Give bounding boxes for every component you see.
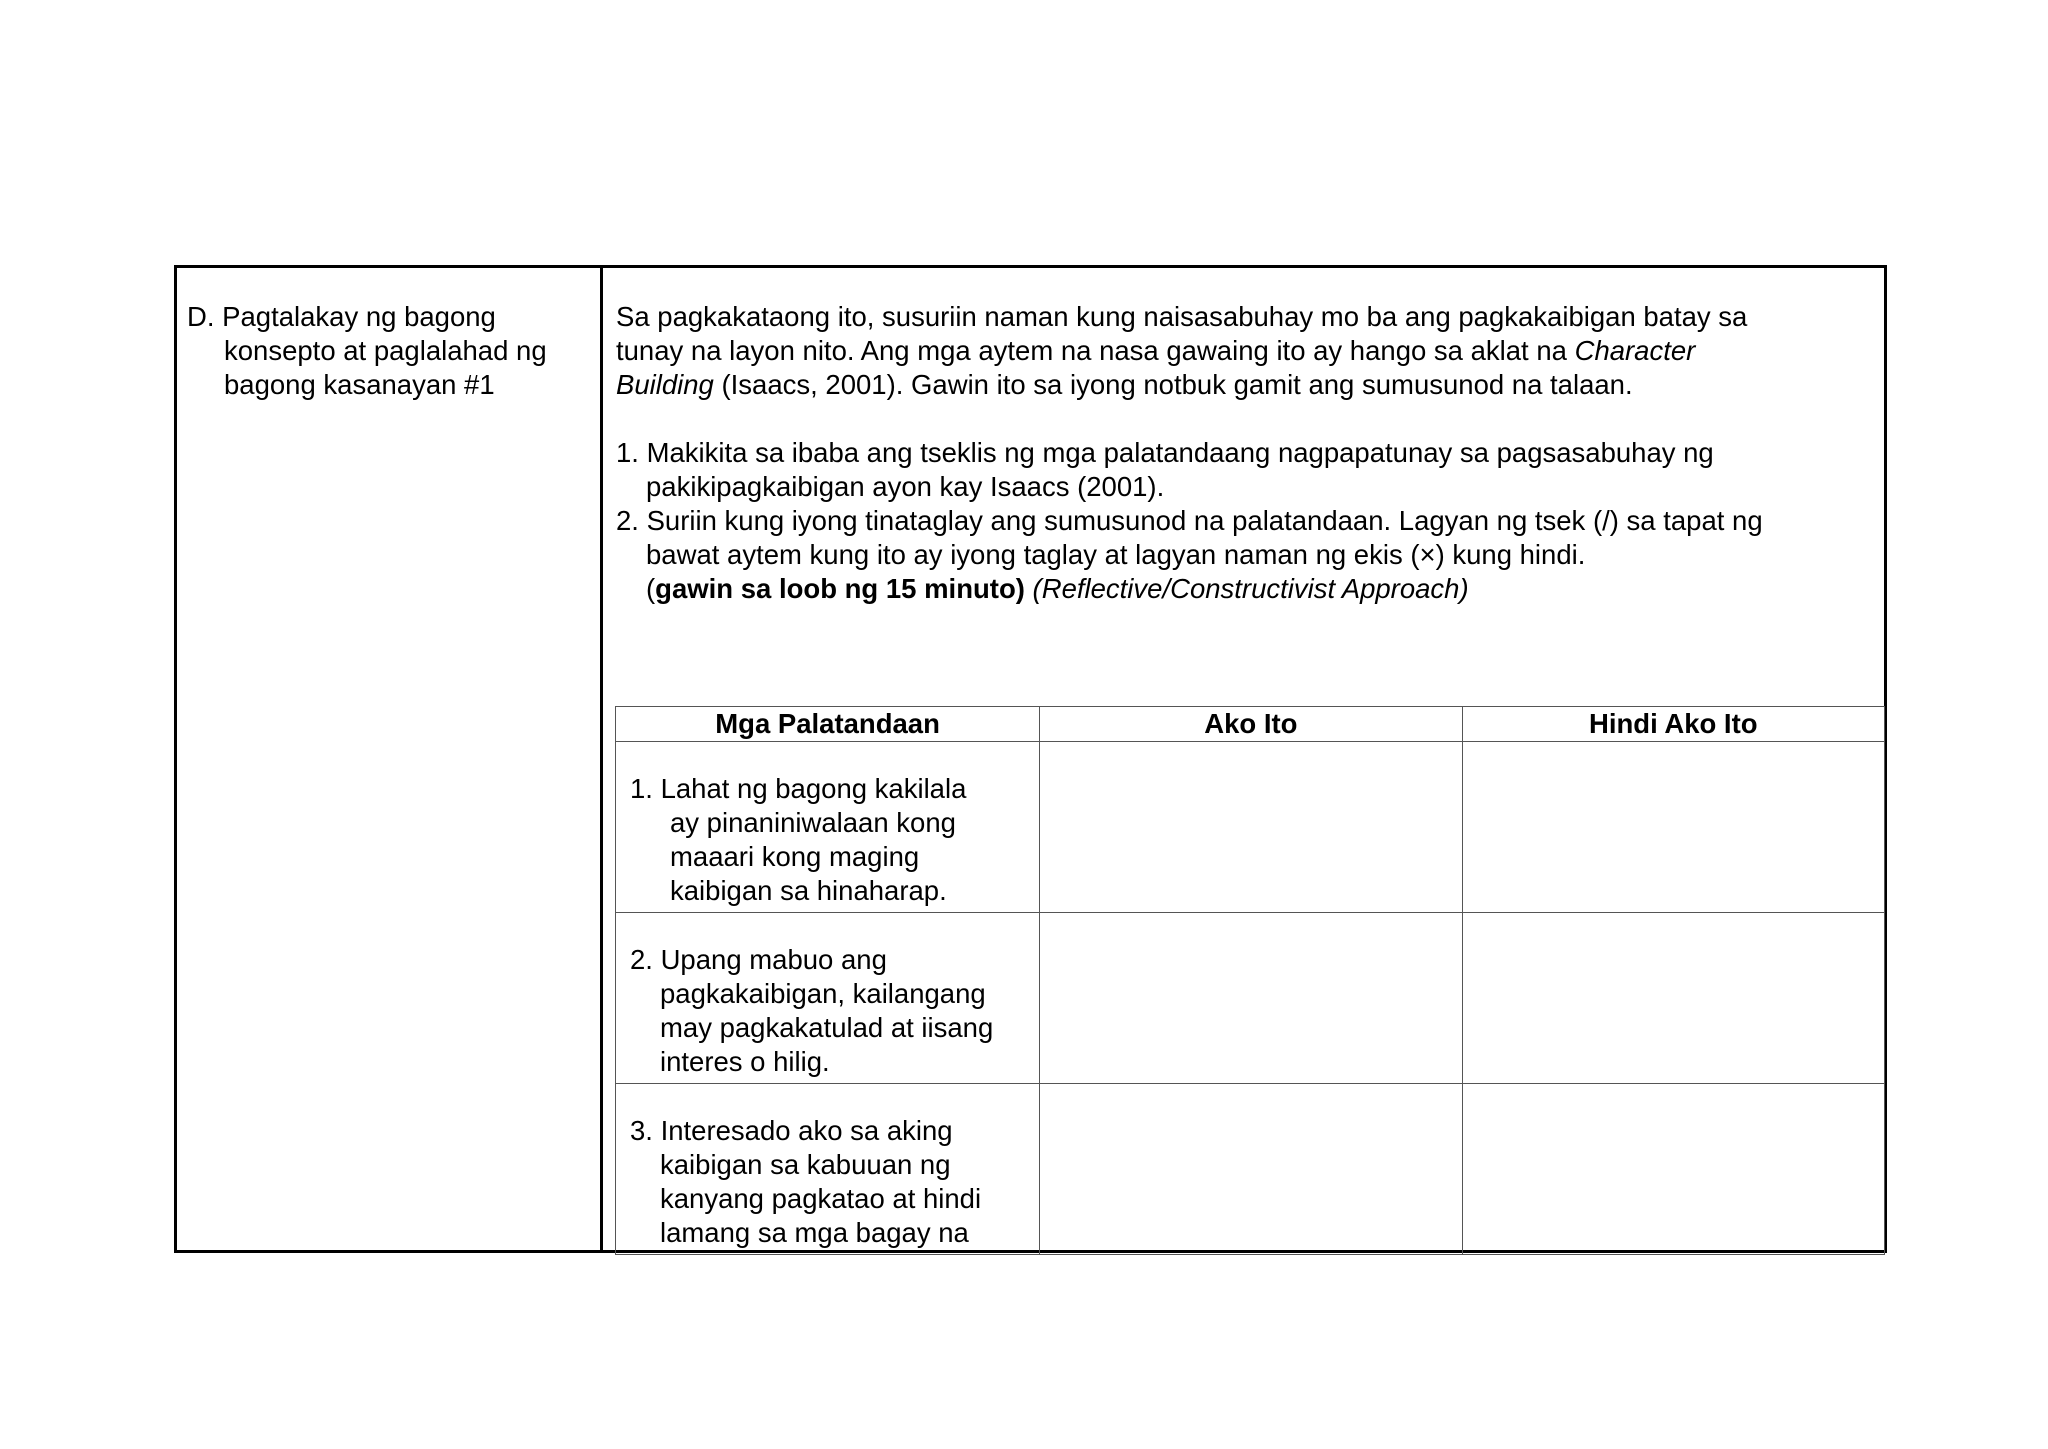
ako-ito-cell[interactable] [1040,742,1462,913]
section-label-line: bagong kasanayan #1 [224,369,495,400]
section-label-line: D. Pagtalakay ng bagong [187,301,496,332]
instruction-line: bawat aytem kung ito ay iyong taglay at lagyan naman ng ekis (×) kung hindi. [646,539,1586,570]
indicator-text [616,742,1039,908]
section-label [187,300,587,402]
indicator-line: ay pinaniniwalaan kong [670,807,956,838]
intro-line [616,368,1876,402]
ako-ito-cell[interactable] [1040,913,1462,1084]
hindi-ako-ito-cell[interactable] [1462,913,1884,1084]
intro-line [616,334,1876,368]
table-row [616,1084,1885,1255]
indicator-line: pagkakaibigan, kailangang [660,978,986,1009]
approach-note: (Reflective/Constructivist Approach) [1024,573,1469,604]
indicator-text [616,913,1039,1079]
column-divider [600,268,603,1250]
instruction-line: 2. Suriin kung iyong tinataglay ang sumusunod na palatandaan. Lagyan ng tsek (/) sa tapat ng [616,505,1763,536]
indicator-cell [616,742,1040,913]
indicator-line: kaibigan sa kabuuan ng [660,1149,951,1180]
activity-description [616,300,1876,606]
instruction-line: pakikipagkaibigan ayon kay Isaacs (2001). [646,471,1165,502]
intro-line: Sa pagkakataong ito, susuriin naman kung naisasabuhay mo ba ang pagkakaibigan batay sa [616,301,1748,332]
section-label-line: konsepto at paglalahad ng [224,335,547,366]
paren: ( [646,573,656,604]
book-title: Building [616,369,714,400]
indicator-cell [616,913,1040,1084]
indicator-text [616,1084,1039,1250]
column-header: Hindi Ako Ito [1462,707,1884,742]
intro-text: (Isaacs, 2001). Gawin ito sa iyong notbuk gamit ang sumusunod na talaan. [713,369,1633,400]
column-header: Mga Palatandaan [616,707,1040,742]
indicator-line: 3. Interesado ako sa aking [630,1115,953,1146]
hindi-ako-ito-cell[interactable] [1462,742,1884,913]
book-title: Character [1574,335,1696,366]
hindi-ako-ito-cell[interactable] [1462,1084,1884,1255]
intro-text: tunay na layon nito. Ang mga aytem na nasa gawaing ito ay hango sa aklat na [616,335,1575,366]
instruction-line: 1. Makikita sa ibaba ang tseklis ng mga palatandaang nagpapatunay sa pagsasabuhay ng [616,437,1714,468]
checklist-table [615,706,1885,1255]
indicator-line: maaari kong maging [670,841,920,872]
indicator-cell [616,1084,1040,1255]
indicator-line: lamang sa mga bagay na [660,1217,969,1248]
indicator-line: 1. Lahat ng bagong kakilala [630,773,967,804]
indicator-line: kaibigan sa hinaharap. [670,875,947,906]
instruction-line [616,572,1876,606]
table-row [616,742,1885,913]
indicator-line: interes o hilig. [660,1046,830,1077]
indicator-line: 2. Upang mabuo ang [630,944,887,975]
indicator-line: may pagkakatulad at iisang [660,1012,994,1043]
indicator-line: kanyang pagkatao at hindi [660,1183,982,1214]
time-note: gawin sa loob ng 15 minuto) [655,573,1025,604]
column-header: Ako Ito [1040,707,1462,742]
table-row [616,913,1885,1084]
ako-ito-cell[interactable] [1040,1084,1462,1255]
table-header-row [616,707,1885,742]
